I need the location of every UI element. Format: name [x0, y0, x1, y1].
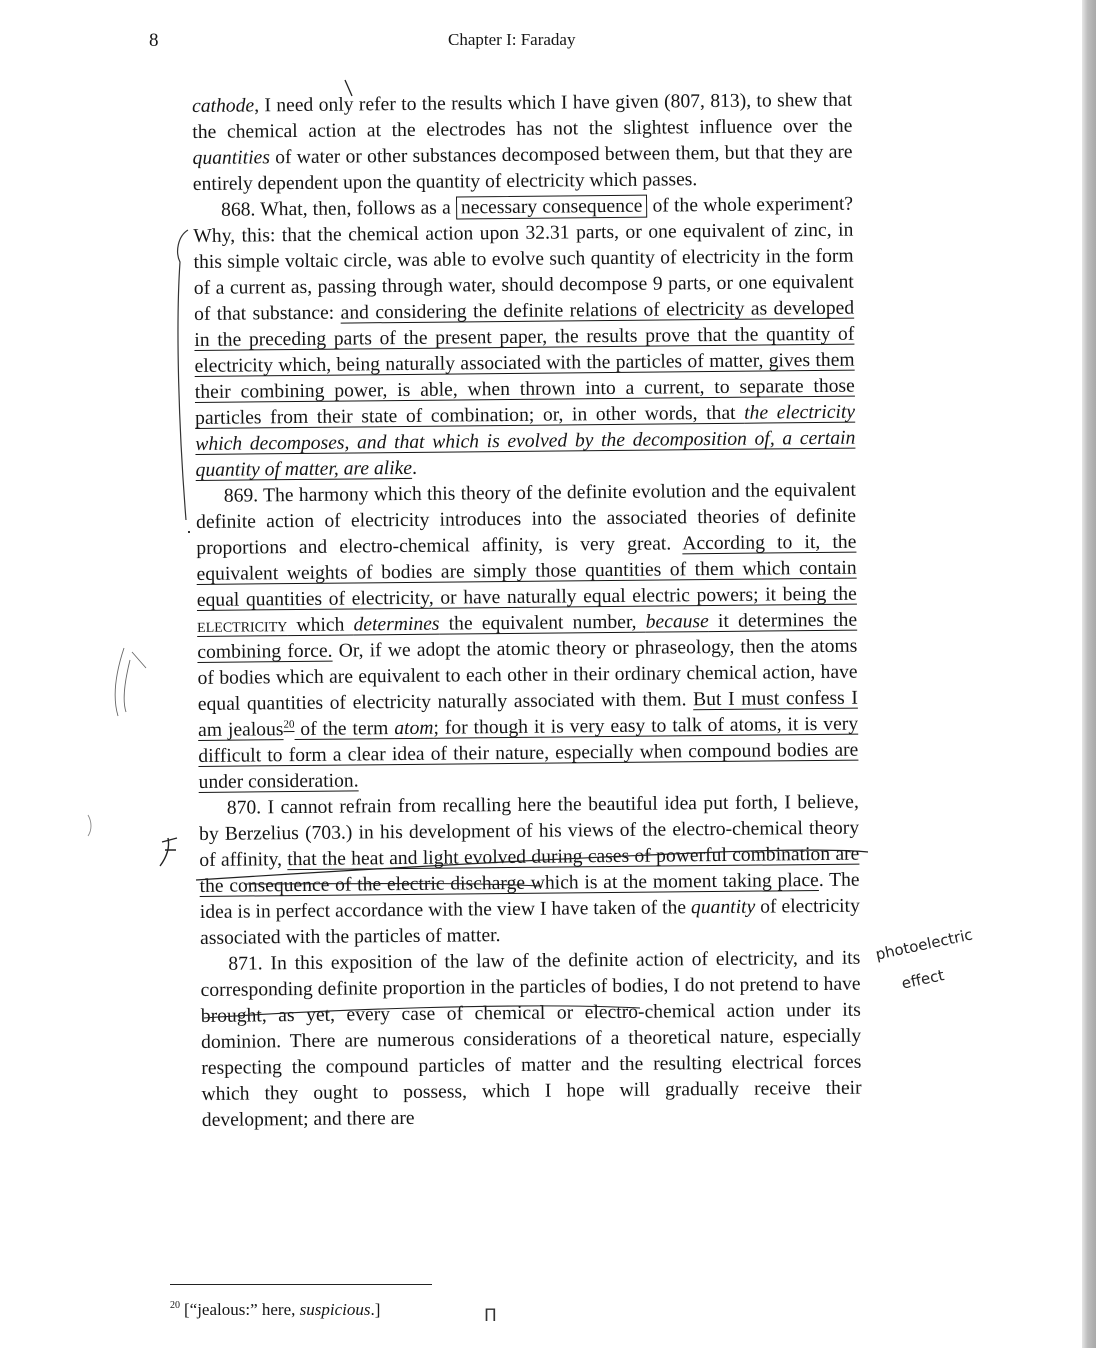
text-span: quantities: [192, 147, 271, 169]
margin-note-photoelectric: photoelectric: [874, 925, 975, 964]
running-head: Chapter I: Faraday: [448, 30, 576, 49]
text-span: because: [645, 611, 709, 633]
text-span: [“jealous:” here,: [184, 1300, 300, 1319]
text-span: electricity: [197, 615, 288, 637]
paragraph-869: [196, 478, 859, 796]
footnote: [170, 1300, 380, 1320]
margin-bracket: [178, 230, 188, 520]
margin-curve: [88, 815, 91, 836]
underlined-italic-passage: the electricity which decomposes, and that which is evolved by the decomposition of, a certain quantity of matter, are alike: [195, 401, 856, 481]
text-span: ; for though it is very easy to talk of atoms, it is very difficult to form a clear idea of their nature, especially when compound bodies are under consideration.: [198, 713, 859, 793]
margin-scribble: [115, 648, 146, 716]
paragraph-868: [193, 192, 856, 484]
text-span: suspicious: [299, 1300, 371, 1319]
underlined-passage: But I must confess I am jealous: [198, 687, 858, 741]
text-span: . The idea is in perfect accordance with the view I have taken of the: [199, 869, 860, 923]
text-span: it determines the combining force.: [197, 609, 858, 663]
text-span: cathode: [192, 95, 255, 117]
text-span: determines: [353, 613, 440, 636]
text-span: of water or other substances decomposed between them, but that they are entirely dependent upon the quantity of electricity which passes.: [192, 141, 853, 195]
boxed-phrase: necessary consequence: [456, 195, 648, 220]
bottom-pen-mark: Π: [484, 1306, 497, 1326]
text-span: 868. What, then, follows as a: [221, 197, 457, 221]
text-span: , I need only refer to the results which I have given (807, 813), to shew that the chemical action at the electrodes has not the slightest influence over the: [192, 89, 853, 143]
text-span: of electricity associated with the particles of matter.: [200, 895, 860, 949]
text-span: which: [287, 614, 354, 637]
footnote-mark: 20: [170, 1300, 180, 1312]
text-span: atom: [394, 717, 434, 740]
text-span: 870. I cannot refrain from recalling here the beautiful idea put forth, I believe, by Berzelius (703.) in his development of his views of the electro-chemical theory of affinity,: [199, 791, 860, 871]
text-span: of the term: [294, 718, 395, 741]
text-span: Or, if we adopt the atomic theory or phraseology, then the atoms of bodies which are equivalent to each other in their ordinary chemical action, have equal quantities of electricity naturally associated with them.: [197, 635, 858, 715]
text-span: the equivalent number,: [439, 611, 646, 635]
underlined-passage: According to it, the equivalent weights of bodies are simply those quantities of them which contain equal quantities of electricity, or have naturally equal electric powers; it being the: [196, 531, 857, 611]
text-span: of the whole experiment? Why, this: that the chemical action upon 32.31 parts, or one equivalent of zinc, in this simple voltaic circle, was able to evolve such quantity of electricity in the form of a current as, passing through water, should decompose 9 parts, or one equivalent of that substance:: [193, 193, 854, 325]
underlined-passage: and considering the definite relations of electricity as developed in the preceding parts of the present paper, the results prove that the quantity of electricity which, being naturally associated with the particles of matter, gives them their combining power, is able, when thrown into a current, to separate those particles from their state of combination; or, in other words, that: [194, 297, 855, 429]
text-span: .: [411, 457, 418, 479]
body-text: [192, 88, 862, 1134]
text-span: 869. The harmony which this theory of the definite evolution and the equivalent definite action of electricity introduces into the associated theories of definite proportions and electro-chemical affinity, is very great.: [196, 479, 857, 559]
scan-page-edge: [1082, 0, 1096, 1348]
text-span: .]: [370, 1300, 381, 1319]
margin-note-effect: effect: [900, 966, 946, 993]
paragraph-continuation: [192, 88, 853, 198]
paragraph-871: 871. In this exposition of the law of the definite action of electricity, and its corresponding definite proportion in the particles of bodies, I do not pretend to have brought, as yet, every case of chemical or electro-chemical action under its dominion. There are numerous considerations of a theoretical nature, especially respecting the compound particles of matter and the resulting electrical forces which they ought to possess, which I hope will gradually receive their development; and there are: [200, 947, 862, 1131]
text-span: quantity: [690, 896, 756, 919]
margin-checkmark-icon: [160, 838, 177, 866]
page-number: 8: [149, 30, 159, 51]
underlined-passage: that the heat and light evolved during cases of powerful combination are the consequence of the electric discharge which is at the moment taking place: [199, 843, 860, 897]
paragraph-870: [199, 790, 860, 952]
footnote-rule: [170, 1284, 432, 1285]
footnote-reference: 20: [283, 718, 295, 731]
